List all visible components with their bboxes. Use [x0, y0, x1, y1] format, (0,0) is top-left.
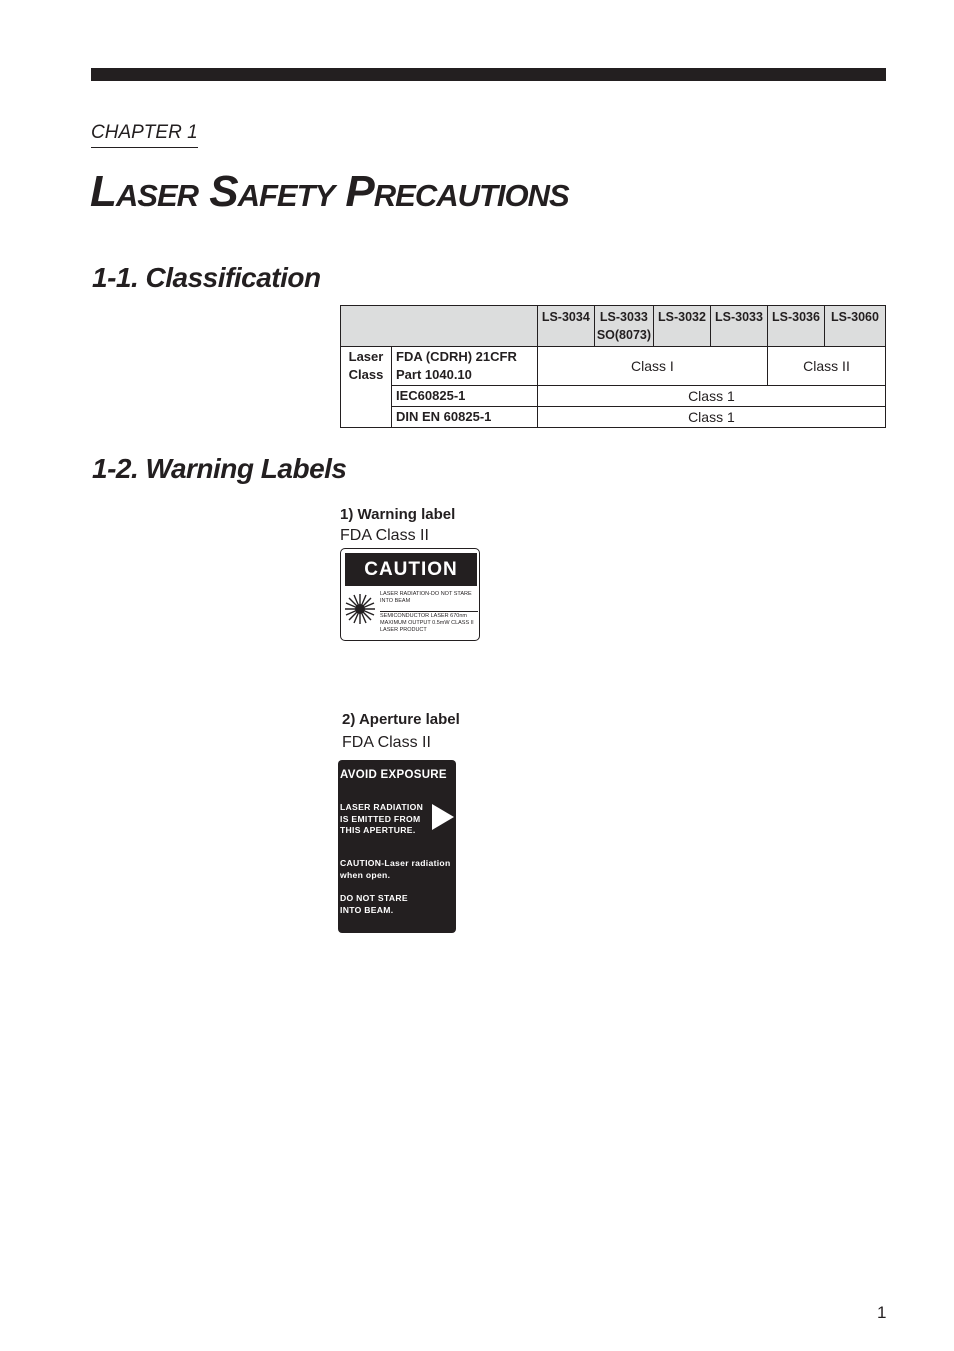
table-header-row: [341, 306, 886, 347]
standard-cell: DIN EN 60825-1: [392, 407, 538, 428]
table-row: [341, 347, 886, 386]
aperture-title: AVOID EXPOSURE: [340, 769, 447, 781]
class-cell: Class II: [768, 347, 886, 386]
table-row: [341, 386, 886, 407]
page-number: 1: [877, 1303, 887, 1322]
caution-text-line2: SEMICONDUCTOR LASER 670nm MAXIMUM OUTPUT 0.5mW CLASS II LASER PRODUCT: [380, 611, 478, 634]
aperture-text-stare: DO NOT STARE INTO BEAM.: [340, 893, 408, 915]
class-cell: Class 1: [537, 386, 885, 407]
classification-table: [340, 305, 886, 428]
laser-starburst-icon: [344, 593, 376, 625]
aperture-text-caution: CAUTION-Laser radiation when open.: [340, 858, 451, 880]
header-rule: [91, 68, 886, 81]
section-heading-classification: 1-1. Classification: [92, 262, 321, 293]
table-header-model: LS-3034: [537, 306, 594, 347]
chapter-label: CHAPTER 1: [91, 122, 198, 148]
table-header-model: LS-3036: [768, 306, 825, 347]
caution-label-image: [340, 548, 480, 641]
arrow-right-icon: [432, 804, 454, 830]
page-title: Laser Safety Precautions: [90, 167, 569, 216]
row-group-label: Laser Class: [341, 347, 392, 428]
aperture-label-subheading: FDA Class II: [342, 734, 431, 751]
aperture-label-heading: 2) Aperture label: [342, 711, 460, 728]
standard-cell: FDA (CDRH) 21CFR Part 1040.10: [392, 347, 538, 386]
class-cell: Class I: [537, 347, 767, 386]
standard-cell: IEC60825-1: [392, 386, 538, 407]
warning-label-subheading: FDA Class II: [340, 527, 429, 544]
table-header-blank: [341, 306, 538, 347]
aperture-label-image: [338, 760, 456, 933]
caution-banner: CAUTION: [345, 553, 477, 586]
table-header-model: LS-3033: [711, 306, 768, 347]
warning-label-heading: 1) Warning label: [340, 506, 456, 523]
table-header-model: LS-3060: [825, 306, 886, 347]
table-header-model: LS-3032: [654, 306, 711, 347]
aperture-text-emitted: LASER RADIATION IS EMITTED FROM THIS APERTURE.: [340, 802, 424, 835]
caution-text-line1: LASER RADIATION-DO NOT STARE INTO BEAM: [380, 591, 472, 604]
class-cell: Class 1: [537, 407, 885, 428]
table-header-model: LS-3033 SO(8073): [594, 306, 653, 347]
table-row: [341, 407, 886, 428]
section-heading-warning-labels: 1-2. Warning Labels: [92, 453, 347, 484]
